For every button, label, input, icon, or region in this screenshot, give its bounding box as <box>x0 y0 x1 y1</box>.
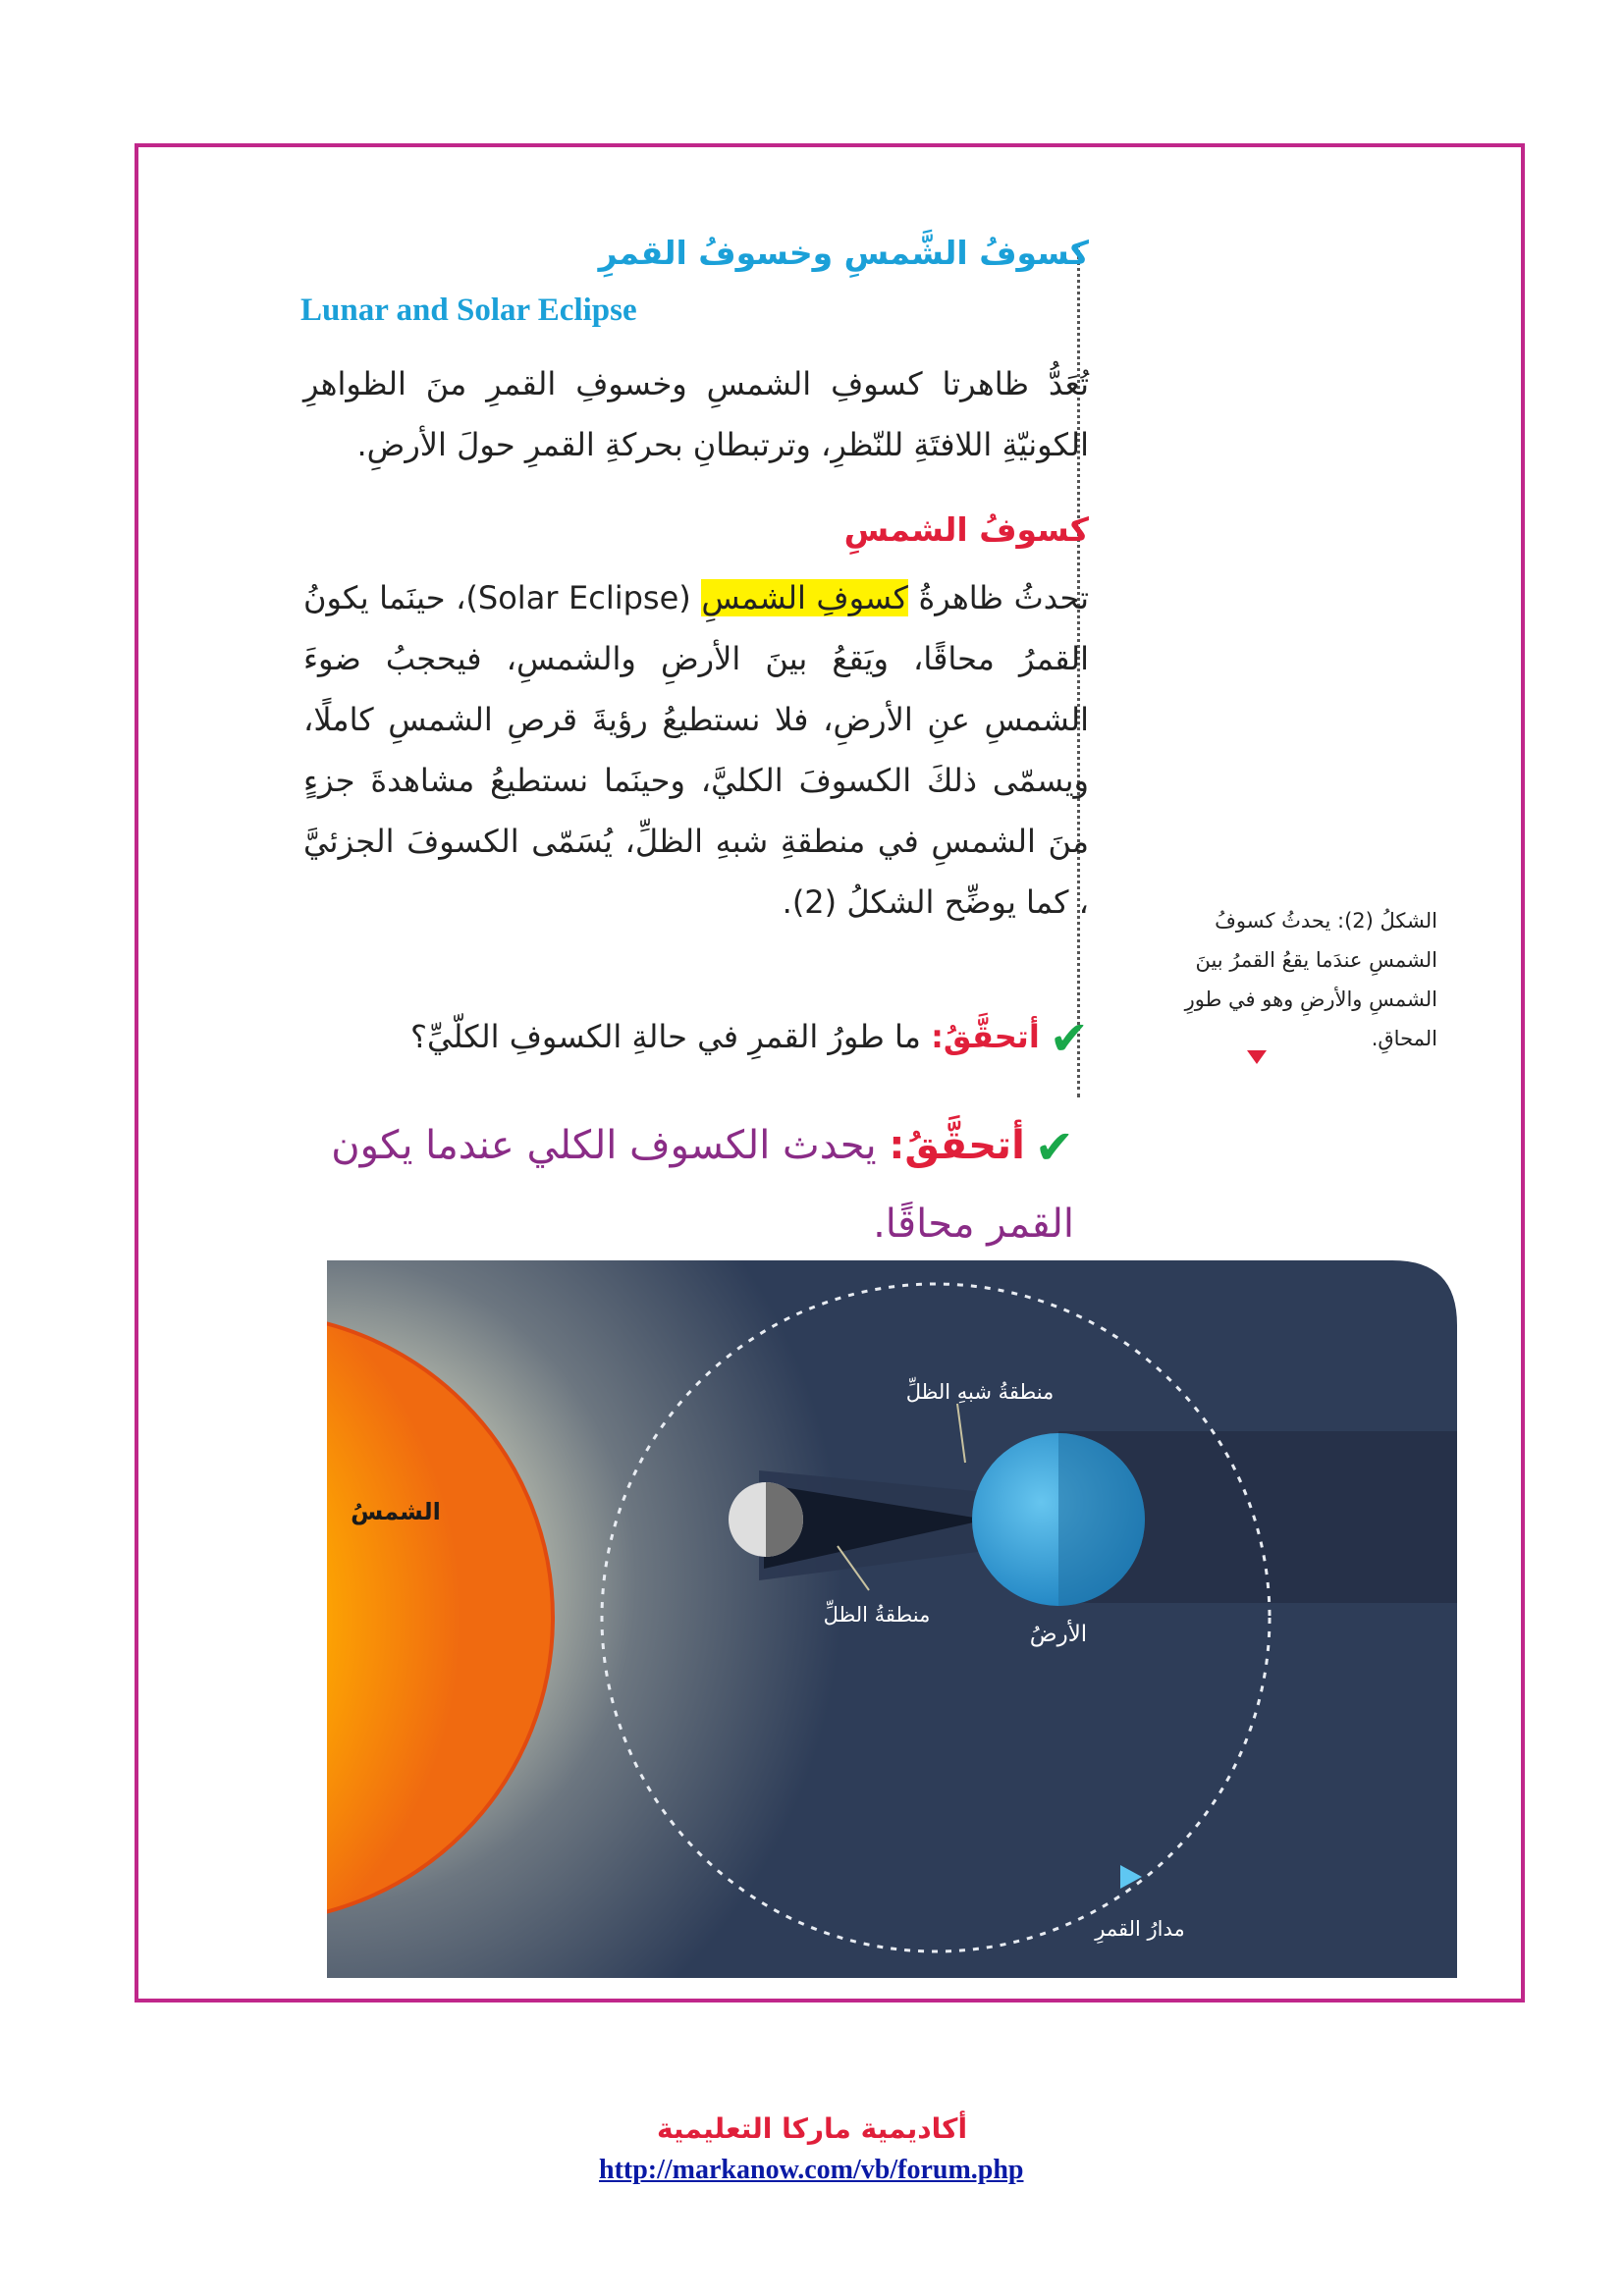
caption-pointer-icon <box>1247 1050 1267 1064</box>
footer-academy-name: أكاديمية ماركا التعليمية <box>656 2112 968 2145</box>
solar-eclipse-subtitle: كسوفُ الشمسِ <box>843 510 1089 549</box>
check-answer <box>240 1107 1074 1262</box>
checkmark-icon: ✔ <box>1049 1011 1089 1066</box>
check-label: أتحقَّقُ: <box>931 1018 1040 1055</box>
check-question-text: ما طورُ القمرِ في حالةِ الكسوفِ الكلّيِّ؟ <box>410 1018 921 1055</box>
para-rest: (Solar Eclipse)، حينَما يكونُ القمرُ محاقًا، ويَقعُ بينَ الأرضِ والشمسِ، فيحجبُ ضوءَ الشمسِ عنِ الأرضِ، فلا نستطيعُ رؤيةَ قرصِ الشمسِ كاملًا، ويسمّى ذلكَ الكسوفَ الكليَّ، وحينَما نستطيعُ مشاهدةَ جزءٍ منَ الشمسِ في منطقةِ شبهِ الظلِّ، يُسَمّى الكسوفَ الجزئيَّ ، كما يوضِّح الشكلُ (2). <box>303 579 1089 921</box>
intro-paragraph: تُعَدُّ ظاهرتا كسوفِ الشمسِ وخسوفِ القمرِ منَ الظواهرِ الكونيّةِ اللافتَةِ للنّظرِ، وترتبطانِ بحركةِ القمرِ حولَ الأرضِ. <box>303 365 1089 463</box>
earth <box>972 1433 1145 1606</box>
checkmark-icon: ✔ <box>1034 1120 1074 1175</box>
section-title-arabic: كسوفُ الشَّمسِ وخسوفُ القمرِ <box>598 234 1089 272</box>
para-start: تحدثُ ظاهرةُ <box>918 579 1090 616</box>
sun-label: الشمسُ <box>351 1498 441 1525</box>
moon <box>729 1482 803 1557</box>
earth-label: الأرضُ <box>1029 1622 1088 1647</box>
orbit-label: مدارُ القمرِ <box>1095 1917 1185 1941</box>
figure-caption: الشكلُ (2): يحدثُ كسوفُ الشمسِ عندَما يقعُ القمرُ بينَ الشمسِ والأرضِ وهو في طورِ المحاقِ. <box>1184 909 1437 1050</box>
penumbra-label: منطقةُ شبهِ الظلِّ <box>905 1380 1055 1404</box>
highlighted-term: كسوفِ الشمسِ <box>701 579 908 616</box>
answer-text: يحدث الكسوف الكلي عندما يكون القمر محاقًا. <box>331 1123 1074 1247</box>
check-question <box>410 1011 1089 1066</box>
eclipse-figure <box>327 1256 1461 1978</box>
footer-link[interactable]: http://markanow.com/vb/forum.php <box>599 2155 1024 2185</box>
answer-label: أتحقَّقُ: <box>889 1123 1025 1168</box>
umbra-label: منطقةُ الظلِّ <box>823 1603 931 1627</box>
solar-eclipse-paragraph <box>303 567 1089 933</box>
section-title-english: Lunar and Solar Eclipse <box>300 293 637 328</box>
